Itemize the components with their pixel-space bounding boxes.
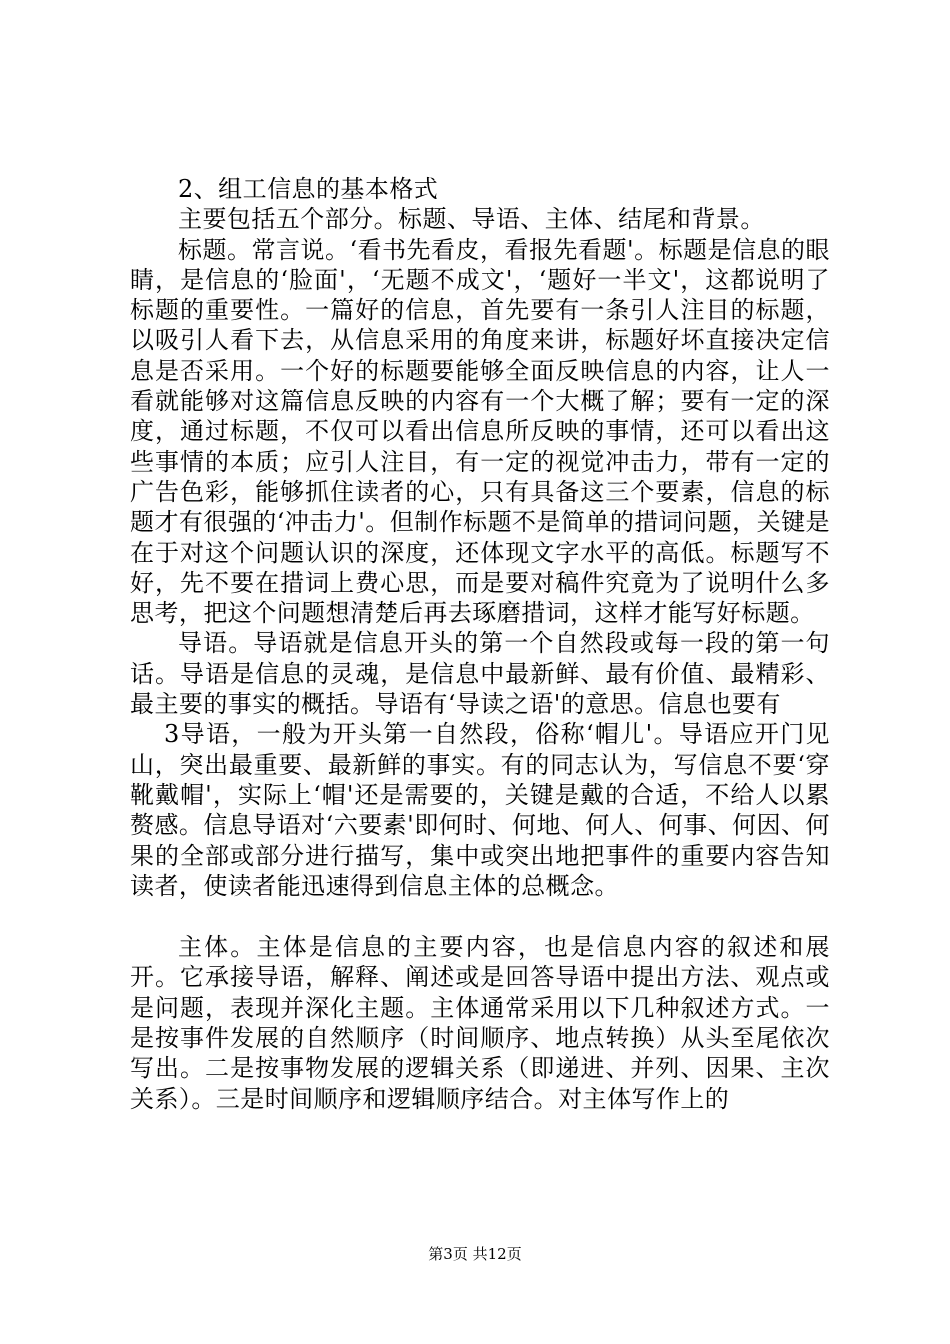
paragraph-title-section: 标题。常言说。‘看书先看皮，看报先看题'。标题是信息的眼睛，是信息的‘脸面'，‘无题不成文'，‘题好一半文'，这都说明了标题的重要性。一篇好的信息，首先要有一条引人注目的标题，以吸引人看下去，从信息采用的角度来讲，标题好坏直接决定信息是否采用。一个好的标题要能够全面反映信息的内容，让人一看就能够对这篇信息反映的内容有一个大概了解；要有一定的深度，通过标题，不仅可以看出信息所反映的事情，还可以看出这些事情的本质；应引人注目，有一定的视觉冲击力，带有一定的广告色彩，能够抓住读者的心，只有具备这三个要素，信息的标题才有很强的‘冲击力'。但制作标题不是简单的措词问题，关键是在于对这个问题认识的深度，还体现文字水平的高低。标题写不好，先不要在措词上费心思，而是要对稿件究竟为了说明什么多思考，把这个问题想清楚后再去琢磨措词，这样才能写好标题。 [130, 235, 830, 628]
paragraph-lead-detail: 3导语，一般为开头第一自然段，俗称‘帽儿'。导语应开门见山，突出最重要、最新鲜的事实。有的同志认为，写信息不要‘穿靴戴帽'，实际上‘帽'还是需要的，关键是戴的合适，不给人以累赘感。信息导语对‘六要素'即何时、何地、何人、何事、何因、何果的全部或部分进行描写，集中或突出地把事件的重要内容告知读者，使读者能迅速得到信息主体的总概念。 [130, 720, 830, 900]
section-heading: 2、组工信息的基本格式 [178, 175, 439, 203]
page-footer [0, 1244, 950, 1264]
paragraph-body-section: 主体。主体是信息的主要内容，也是信息内容的叙述和展开。它承接导语，解释、阐述或是回答导语中提出方法、观点或是问题，表现并深化主题。主体通常采用以下几种叙述方式。一是按事件发展的自然顺序（时间顺序、地点转换）从头至尾依次写出。二是按事物发展的逻辑关系（即递进、并列、因果、主次关系）。三是时间顺序和逻辑顺序结合。对主体写作上的 [130, 933, 830, 1113]
page-number-label: 第3页 共12页 [428, 1245, 522, 1263]
document-body [130, 174, 830, 1114]
paragraph-lead-section: 导语。导语就是信息开头的第一个自然段或每一段的第一句话。导语是信息的灵魂，是信息中最新鲜、最有价值、最精彩、最主要的事实的概括。导语有‘导读之语'的意思。信息也要有 [130, 629, 830, 719]
paragraph-overview: 主要包括五个部分。标题、导语、主体、结尾和背景。 [178, 205, 765, 234]
